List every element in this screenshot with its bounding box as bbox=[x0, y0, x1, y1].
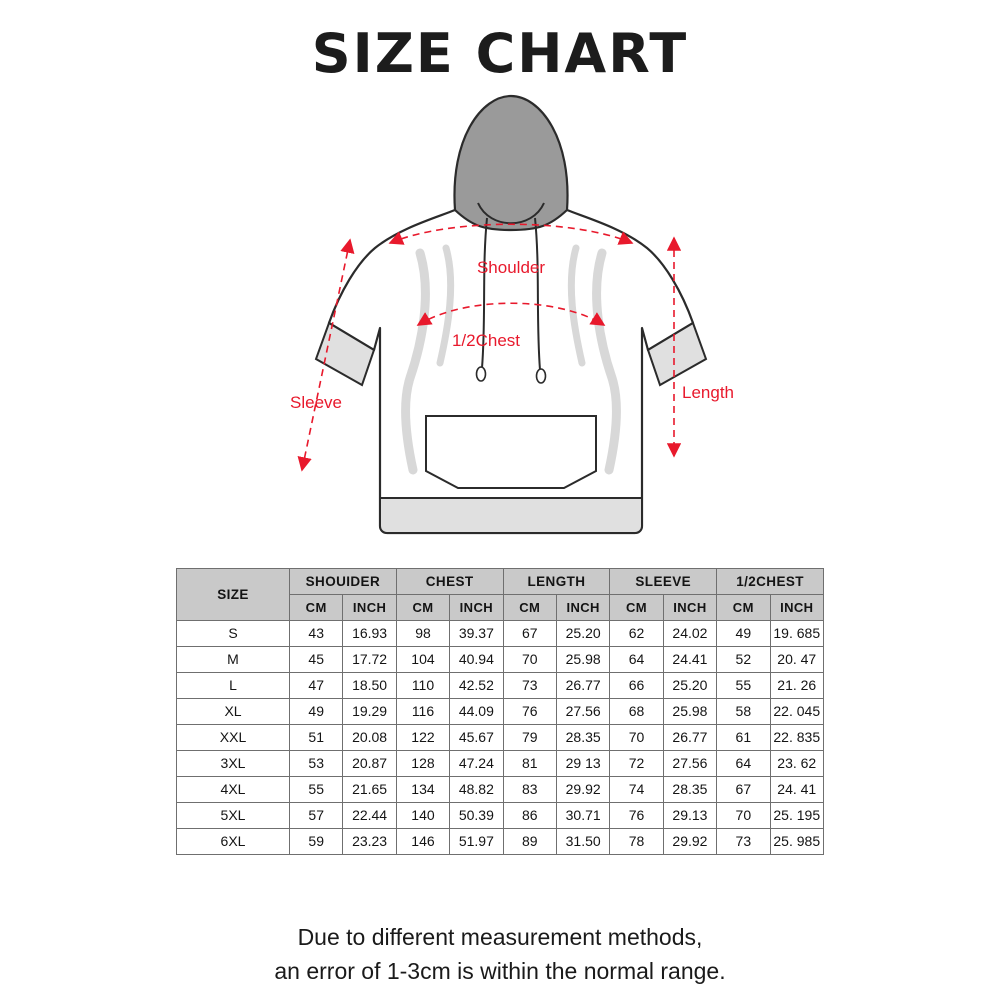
cell-value: 52 bbox=[717, 647, 770, 673]
cell-value: 48.82 bbox=[450, 777, 503, 803]
table-row bbox=[177, 803, 824, 829]
cell-value: 19.29 bbox=[343, 699, 396, 725]
cell-value: 20.87 bbox=[343, 751, 396, 777]
cell-value: 29.13 bbox=[663, 803, 716, 829]
size-table-container bbox=[176, 568, 824, 855]
cell-size: 5XL bbox=[177, 803, 290, 829]
cell-value: 24.02 bbox=[663, 621, 716, 647]
cell-value: 67 bbox=[717, 777, 770, 803]
cell-value: 19. 685 bbox=[770, 621, 823, 647]
cell-value: 70 bbox=[610, 725, 663, 751]
header-length: LENGTH bbox=[503, 569, 610, 595]
cell-value: 23. 62 bbox=[770, 751, 823, 777]
cell-value: 27.56 bbox=[663, 751, 716, 777]
cell-value: 25.20 bbox=[556, 621, 609, 647]
unit-inch-length: INCH bbox=[556, 595, 609, 621]
cell-value: 25.98 bbox=[556, 647, 609, 673]
unit-cm-length: CM bbox=[503, 595, 556, 621]
cell-value: 61 bbox=[717, 725, 770, 751]
cell-value: 25. 195 bbox=[770, 803, 823, 829]
size-table-body bbox=[177, 621, 824, 855]
cell-value: 20.08 bbox=[343, 725, 396, 751]
cell-value: 21. 26 bbox=[770, 673, 823, 699]
cell-size: L bbox=[177, 673, 290, 699]
cell-value: 76 bbox=[610, 803, 663, 829]
cell-value: 42.52 bbox=[450, 673, 503, 699]
label-half-chest: 1/2Chest bbox=[451, 331, 521, 350]
cell-value: 59 bbox=[290, 829, 343, 855]
cell-size: 4XL bbox=[177, 777, 290, 803]
table-row bbox=[177, 725, 824, 751]
cell-value: 74 bbox=[610, 777, 663, 803]
cell-value: 17.72 bbox=[343, 647, 396, 673]
cell-value: 146 bbox=[396, 829, 449, 855]
cell-value: 55 bbox=[290, 777, 343, 803]
footnote-line-2: an error of 1-3cm is within the normal range. bbox=[274, 958, 726, 984]
cell-value: 25.98 bbox=[663, 699, 716, 725]
cell-value: 40.94 bbox=[450, 647, 503, 673]
cell-value: 20. 47 bbox=[770, 647, 823, 673]
table-row bbox=[177, 699, 824, 725]
cell-value: 76 bbox=[503, 699, 556, 725]
unit-cm-half-chest: CM bbox=[717, 595, 770, 621]
cell-value: 86 bbox=[503, 803, 556, 829]
hoodie-body-shape bbox=[316, 96, 706, 533]
cell-value: 79 bbox=[503, 725, 556, 751]
label-length: Length bbox=[682, 383, 734, 402]
header-half-chest: 1/2CHEST bbox=[717, 569, 824, 595]
cell-value: 51.97 bbox=[450, 829, 503, 855]
cell-value: 62 bbox=[610, 621, 663, 647]
cell-value: 66 bbox=[610, 673, 663, 699]
cell-value: 24. 41 bbox=[770, 777, 823, 803]
cell-value: 16.93 bbox=[343, 621, 396, 647]
cell-size: XXL bbox=[177, 725, 290, 751]
page-title: SIZE CHART bbox=[311, 22, 689, 85]
hoodie-illustration bbox=[250, 78, 770, 558]
footnote-line-1: Due to different measurement methods, bbox=[297, 924, 703, 950]
cell-value: 31.50 bbox=[556, 829, 609, 855]
cell-value: 24.41 bbox=[663, 647, 716, 673]
size-table bbox=[176, 568, 824, 855]
cell-size: 3XL bbox=[177, 751, 290, 777]
cell-value: 64 bbox=[717, 751, 770, 777]
cell-value: 68 bbox=[610, 699, 663, 725]
table-row bbox=[177, 673, 824, 699]
cell-size: XL bbox=[177, 699, 290, 725]
cell-value: 140 bbox=[396, 803, 449, 829]
cell-value: 110 bbox=[396, 673, 449, 699]
cell-value: 29 13 bbox=[556, 751, 609, 777]
cell-value: 22. 835 bbox=[770, 725, 823, 751]
cell-value: 44.09 bbox=[450, 699, 503, 725]
cell-value: 29.92 bbox=[556, 777, 609, 803]
cell-value: 49 bbox=[717, 621, 770, 647]
unit-cm-chest: CM bbox=[396, 595, 449, 621]
cell-value: 128 bbox=[396, 751, 449, 777]
cell-value: 55 bbox=[717, 673, 770, 699]
footnote bbox=[0, 920, 1000, 988]
cell-value: 134 bbox=[396, 777, 449, 803]
table-row bbox=[177, 751, 824, 777]
header-size: SIZE bbox=[177, 569, 290, 621]
cell-value: 83 bbox=[503, 777, 556, 803]
cell-value: 22.44 bbox=[343, 803, 396, 829]
cell-value: 23.23 bbox=[343, 829, 396, 855]
cell-value: 22. 045 bbox=[770, 699, 823, 725]
cell-value: 72 bbox=[610, 751, 663, 777]
cell-value: 28.35 bbox=[556, 725, 609, 751]
cell-value: 26.77 bbox=[556, 673, 609, 699]
cell-size: 6XL bbox=[177, 829, 290, 855]
cell-value: 81 bbox=[503, 751, 556, 777]
cell-value: 57 bbox=[290, 803, 343, 829]
cell-value: 51 bbox=[290, 725, 343, 751]
cell-value: 47.24 bbox=[450, 751, 503, 777]
cell-value: 29.92 bbox=[663, 829, 716, 855]
cell-value: 28.35 bbox=[663, 777, 716, 803]
cell-value: 27.56 bbox=[556, 699, 609, 725]
cell-value: 122 bbox=[396, 725, 449, 751]
cell-value: 98 bbox=[396, 621, 449, 647]
cell-value: 64 bbox=[610, 647, 663, 673]
unit-inch-chest: INCH bbox=[450, 595, 503, 621]
cell-value: 18.50 bbox=[343, 673, 396, 699]
cell-value: 43 bbox=[290, 621, 343, 647]
unit-inch-sleeve: INCH bbox=[663, 595, 716, 621]
cell-value: 73 bbox=[717, 829, 770, 855]
header-shoulder: SHOUIDER bbox=[290, 569, 397, 595]
cell-value: 78 bbox=[610, 829, 663, 855]
cell-value: 47 bbox=[290, 673, 343, 699]
unit-cm-shoulder: CM bbox=[290, 595, 343, 621]
cell-value: 70 bbox=[717, 803, 770, 829]
cell-value: 25. 985 bbox=[770, 829, 823, 855]
label-sleeve: Sleeve bbox=[290, 393, 342, 412]
cell-value: 21.65 bbox=[343, 777, 396, 803]
cell-value: 50.39 bbox=[450, 803, 503, 829]
cell-value: 45.67 bbox=[450, 725, 503, 751]
cell-value: 116 bbox=[396, 699, 449, 725]
label-shoulder: Shoulder bbox=[476, 258, 546, 277]
cell-value: 39.37 bbox=[450, 621, 503, 647]
unit-inch-half-chest: INCH bbox=[770, 595, 823, 621]
cell-value: 49 bbox=[290, 699, 343, 725]
cell-size: S bbox=[177, 621, 290, 647]
table-row bbox=[177, 829, 824, 855]
cell-value: 26.77 bbox=[663, 725, 716, 751]
cell-value: 53 bbox=[290, 751, 343, 777]
header-sleeve: SLEEVE bbox=[610, 569, 717, 595]
cell-value: 45 bbox=[290, 647, 343, 673]
cell-value: 73 bbox=[503, 673, 556, 699]
cell-size: M bbox=[177, 647, 290, 673]
size-table-head bbox=[177, 569, 824, 621]
cell-value: 67 bbox=[503, 621, 556, 647]
header-chest: CHEST bbox=[396, 569, 503, 595]
cell-value: 104 bbox=[396, 647, 449, 673]
table-row bbox=[177, 621, 824, 647]
table-header-groups bbox=[177, 569, 824, 595]
cell-value: 70 bbox=[503, 647, 556, 673]
cell-value: 25.20 bbox=[663, 673, 716, 699]
unit-inch-shoulder: INCH bbox=[343, 595, 396, 621]
cell-value: 89 bbox=[503, 829, 556, 855]
table-row bbox=[177, 647, 824, 673]
unit-cm-sleeve: CM bbox=[610, 595, 663, 621]
cell-value: 58 bbox=[717, 699, 770, 725]
cell-value: 30.71 bbox=[556, 803, 609, 829]
table-row bbox=[177, 777, 824, 803]
